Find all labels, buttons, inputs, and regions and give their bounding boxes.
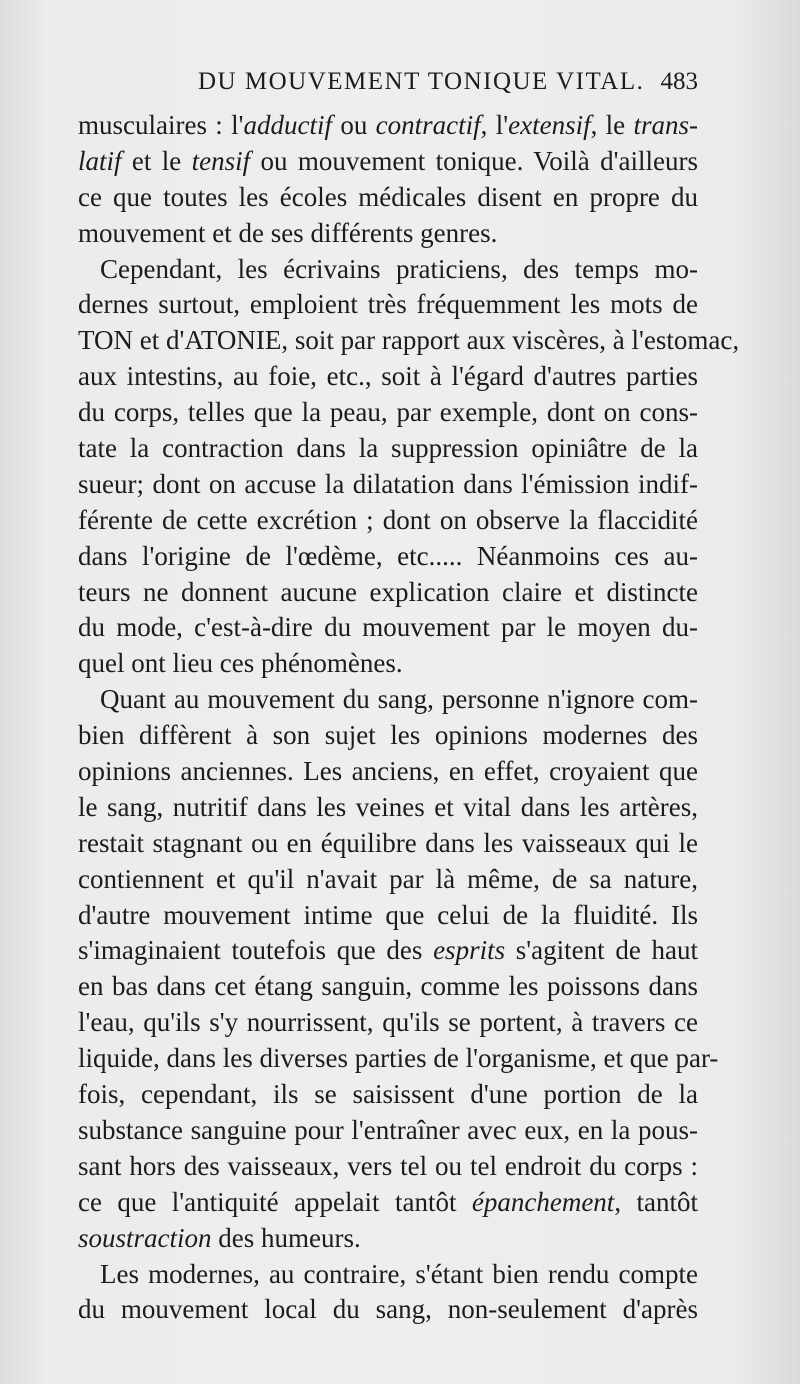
text-line: fois, cependant, ils se saisissent d'une portion de la: [78, 1079, 698, 1110]
text-line: musculaires : l'adductif ou contractif, l'extensif, le trans-: [78, 110, 698, 140]
text-line: tate la contraction dans la suppression opiniâtre de la: [78, 433, 698, 464]
page-number: 483: [660, 68, 698, 95]
term-translatif: latif: [78, 145, 122, 176]
text-line: Cependant, les écrivains praticiens, des temps mo-: [100, 253, 698, 284]
paragraph: [78, 108, 698, 252]
text-line: sant hors des vaisseaux, vers tel ou tel endroit du corps :: [78, 1150, 698, 1181]
text-line: restait stagnant ou en équilibre dans les vaisseaux qui le: [78, 827, 698, 858]
text-line: s'imaginaient toutefois que des esprits s'agitent de haut: [78, 935, 698, 966]
body-text: [78, 108, 740, 1328]
text-line: substance sanguine pour l'entraîner avec eux, en la pous-: [78, 1114, 698, 1145]
text-line: soustraction des humeurs.: [78, 1222, 361, 1253]
text-line: TON et d'ATONIE, soit par rapport aux viscères, à l'estomac,: [78, 325, 740, 356]
text-line: teurs ne donnent aucune explication claire et distincte: [78, 576, 698, 607]
term-atonie: ATONIE: [184, 325, 282, 356]
text-line: contiennent et qu'il n'avait par là même, de sa nature,: [78, 863, 698, 894]
text-line: sueur; dont on accuse la dilatation dans l'émission indif-: [78, 468, 698, 499]
page-header: [78, 68, 698, 104]
term-ton: TON: [78, 325, 134, 356]
paragraph: [78, 252, 740, 683]
running-title: DU MOUVEMENT TONIQUE VITAL.: [198, 68, 645, 95]
text-line: d'autre mouvement intime que celui de la fluidité. Ils: [78, 899, 698, 930]
text-line: du mouvement local du sang, non-seulement d'après: [78, 1294, 698, 1325]
term-soustraction: soustraction: [78, 1222, 212, 1253]
term-extensif: extensif: [508, 110, 591, 140]
text-line: quel ont lieu ces phénomènes.: [78, 648, 403, 679]
text-line: du corps, telles que la peau, par exemple, dont on cons-: [78, 397, 698, 428]
text-line: aux intestins, au foie, etc., soit à l'égard d'autres parties: [78, 361, 698, 392]
text-line: en bas dans cet étang sanguin, comme les poissons dans: [78, 971, 698, 1002]
term-contractif: contractif: [375, 110, 481, 140]
paragraph: [78, 1257, 698, 1329]
text-line: du mode, c'est-à-dire du mouvement par le moyen du-: [78, 612, 698, 643]
text-line: Les modernes, au contraire, s'étant bien rendu compte: [100, 1258, 698, 1289]
text-line: latif et le tensif ou mouvement tonique. Voilà d'ailleurs: [78, 145, 698, 176]
text-line: bien diffèrent à son sujet les opinions modernes des: [78, 720, 698, 751]
text-line: ce que l'antiquité appelait tantôt épanchement, tantôt: [78, 1186, 698, 1217]
term-translatif: trans-: [633, 110, 698, 140]
text-line: l'eau, qu'ils s'y nourrissent, qu'ils se portent, à travers ce: [78, 1007, 698, 1038]
text-line: ce que toutes les écoles médicales disent en propre du: [78, 181, 698, 212]
term-esprits: esprits: [433, 935, 506, 966]
text-line: opinions anciennes. Les anciens, en effet, croyaient que: [78, 756, 698, 787]
text-line: le sang, nutritif dans les veines et vital dans les artères,: [78, 791, 698, 822]
text-line: liquide, dans les diverses parties de l'organisme, et que par-: [78, 1043, 719, 1074]
term-adductif: adductif: [243, 110, 332, 140]
text-line: dernes surtout, emploient très fréquemment les mots de: [78, 289, 698, 320]
term-epanchement: épanchement: [471, 1186, 615, 1217]
paragraph: [78, 682, 719, 1256]
text-line: férente de cette excrétion ; dont on observe la flaccidité: [78, 504, 698, 535]
term-tensif: tensif: [191, 145, 251, 176]
text-line: dans l'origine de l'œdème, etc..... Néanmoins ces au-: [78, 540, 698, 571]
text-line: Quant au mouvement du sang, personne n'ignore com-: [100, 684, 698, 715]
text-line: mouvement et de ses différents genres.: [78, 217, 498, 248]
